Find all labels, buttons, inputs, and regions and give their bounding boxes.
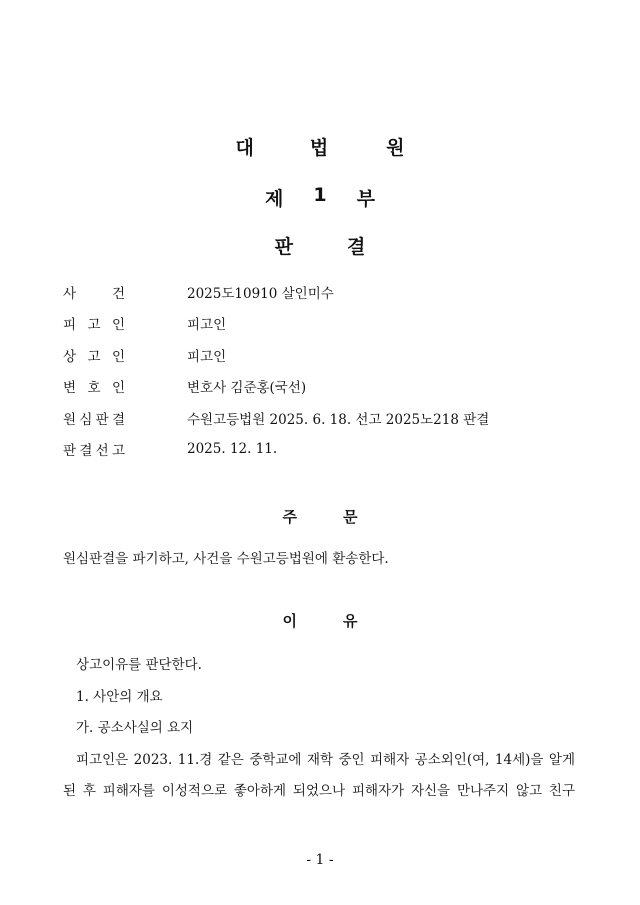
appellant-value: 피고인 — [187, 348, 227, 365]
defense-counsel-label: 변 호 인 — [63, 380, 125, 397]
case-info-row — [63, 371, 583, 403]
sentencing-date-label: 판 결 선 고 — [63, 443, 125, 460]
order-heading: 주 문 — [282, 508, 358, 526]
page-number: - 1 - — [306, 852, 334, 868]
court-title-char: 법 — [309, 137, 329, 159]
sentencing-date-value: 2025. 12. 11. — [187, 441, 278, 458]
case-number-value: 2025도10910 살인미수 — [187, 285, 334, 302]
defense-counsel-value: 변호사 김준홍(국선) — [187, 380, 307, 397]
defendant-value: 피고인 — [187, 317, 227, 334]
division-title-char: 1 — [313, 184, 327, 206]
document-type-char: 결 — [347, 236, 366, 258]
section-heading: 1. 사안의 개요 — [76, 689, 163, 705]
division-title-char: 제 — [265, 188, 284, 210]
case-info-row — [63, 308, 583, 340]
division-title — [0, 184, 640, 211]
reasons-intro: 상고이유를 판단한다. — [76, 657, 202, 673]
court-title-char: 대 — [235, 137, 254, 159]
lower-court-judgment-value: 수원고등법원 2025. 6. 18. 선고 2025노218 판결 — [187, 411, 490, 428]
appellant-label: 상 고 인 — [63, 348, 125, 365]
body-text-line: 피고인은 2023. 11.경 같은 중학교에 재학 중인 피해자 공소외인(여, 14세)을 알게 — [76, 752, 575, 768]
case-info-row — [63, 339, 583, 371]
case-number-label: 사 건 — [63, 285, 125, 302]
case-info-row — [63, 434, 583, 466]
division-title-char: 부 — [356, 188, 375, 210]
lower-court-judgment-label: 원 심 판 결 — [63, 411, 125, 428]
case-info-row — [63, 402, 583, 434]
court-title-char: 원 — [386, 137, 405, 159]
defendant-label: 피 고 인 — [63, 317, 125, 334]
case-info-table — [63, 276, 583, 465]
order-text: 원심판결을 파기하고, 사건을 수원고등법원에 환송한다. — [63, 551, 389, 567]
document-type-title — [0, 232, 640, 259]
reasons-heading: 이 유 — [282, 612, 358, 630]
subsection-heading: 가. 공소사실의 요지 — [76, 720, 194, 736]
court-title — [0, 133, 640, 160]
body-text-line: 된 후 피해자를 이성적으로 좋아하게 되었으나 피해자가 자신을 만나주지 않고 친구 — [63, 783, 575, 799]
case-info-row — [63, 276, 583, 308]
document-type-char: 판 — [274, 236, 293, 258]
